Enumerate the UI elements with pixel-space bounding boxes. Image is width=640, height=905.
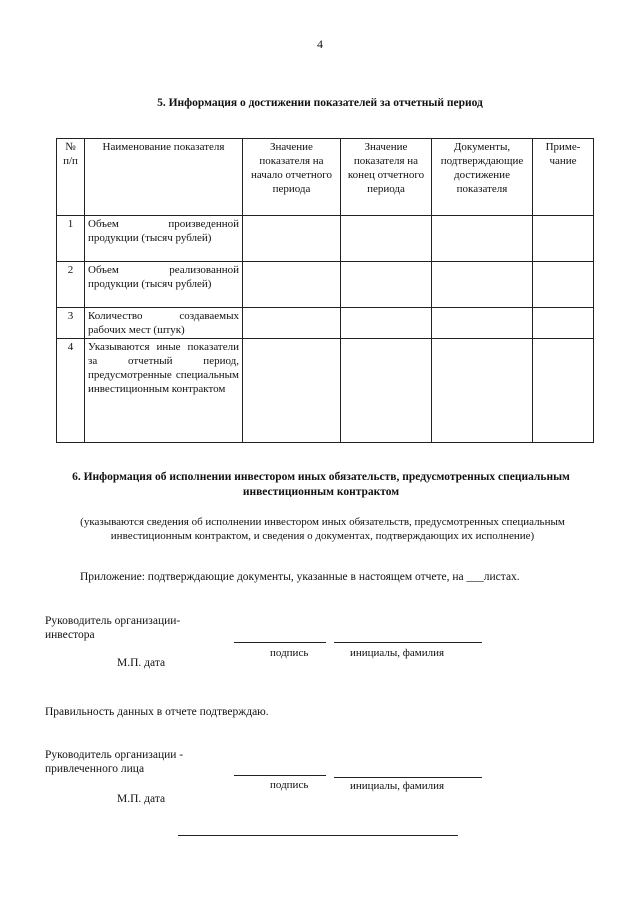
section6-title: 6. Информация об исполнении инвестором иных обязательств, предусмотренных специальным инвестиционным контрактом bbox=[72, 471, 570, 498]
cell-start bbox=[243, 308, 341, 339]
row-num: 2 bbox=[57, 262, 85, 308]
name1-line bbox=[334, 642, 482, 643]
table-row bbox=[57, 262, 594, 308]
signatory2-label-line1: Руководитель организации - bbox=[45, 749, 184, 761]
attachment-line: Приложение: подтверждающие документы, указанные в настоящем отчете, на ___листах. bbox=[80, 571, 520, 583]
table-header-row bbox=[57, 139, 594, 216]
header-note: Приме-чание bbox=[533, 139, 594, 216]
cell-docs bbox=[432, 339, 533, 443]
cell-end bbox=[341, 216, 432, 262]
cell-note bbox=[533, 216, 594, 262]
signature1-line bbox=[234, 642, 326, 643]
cell-docs bbox=[432, 308, 533, 339]
row-name: Указываются иные показатели за отчетный период, предусмотренные специальным инвестиционным контрактом bbox=[85, 339, 243, 443]
cell-note bbox=[533, 308, 594, 339]
table-row bbox=[57, 216, 594, 262]
signature2-line bbox=[234, 775, 326, 776]
confirmation-text: Правильность данных в отчете подтверждаю. bbox=[45, 706, 269, 718]
signatory1-label-line1: Руководитель организации- bbox=[45, 615, 181, 627]
row-num: 3 bbox=[57, 308, 85, 339]
row-num: 4 bbox=[57, 339, 85, 443]
table-row bbox=[57, 308, 594, 339]
cell-start bbox=[243, 216, 341, 262]
table-row bbox=[57, 339, 594, 443]
cell-end bbox=[341, 262, 432, 308]
name1-caption: инициалы, фамилия bbox=[350, 647, 445, 659]
stamp1-date: М.П. дата bbox=[117, 657, 166, 669]
header-documents: Документы, подтверждающие достижение показателя bbox=[432, 139, 533, 216]
indicators-table bbox=[56, 138, 594, 443]
cell-start bbox=[243, 339, 341, 443]
cell-end bbox=[341, 339, 432, 443]
page-number: 4 bbox=[317, 37, 323, 51]
closing-rule bbox=[178, 835, 458, 836]
section6-note: (указываются сведения об исполнении инвестором иных обязательств, предусмотренных специальным инвестиционным контрактом, и сведения о документах, подтверждающих их исполнение) bbox=[80, 516, 565, 542]
section5-title: 5. Информация о достижении показателей за отчетный период bbox=[157, 97, 483, 109]
header-end-value: Значение показателя на конец отчетного периода bbox=[341, 139, 432, 216]
row-num: 1 bbox=[57, 216, 85, 262]
row-name: Объем реализованной продукции (тысяч рублей) bbox=[85, 262, 243, 308]
header-num: № п/п bbox=[57, 139, 85, 216]
cell-note bbox=[533, 262, 594, 308]
signatory1-label-line2: инвестора bbox=[45, 629, 95, 641]
signatory2-label-line2: привлеченного лица bbox=[45, 763, 145, 775]
name2-line bbox=[334, 777, 482, 778]
cell-docs bbox=[432, 216, 533, 262]
cell-docs bbox=[432, 262, 533, 308]
header-start-value: Значение показателя на начало отчетного периода bbox=[243, 139, 341, 216]
name2-caption: инициалы, фамилия bbox=[350, 780, 445, 792]
cell-start bbox=[243, 262, 341, 308]
cell-note bbox=[533, 339, 594, 443]
stamp2-date: М.П. дата bbox=[117, 793, 166, 805]
signature1-caption: подпись bbox=[270, 647, 309, 659]
signature2-caption: подпись bbox=[270, 779, 309, 791]
header-name: Наименование показателя bbox=[85, 139, 243, 216]
cell-end bbox=[341, 308, 432, 339]
row-name: Объем произведенной продукции (тысяч рублей) bbox=[85, 216, 243, 262]
row-name: Количество создаваемых рабочих мест (штук) bbox=[85, 308, 243, 339]
